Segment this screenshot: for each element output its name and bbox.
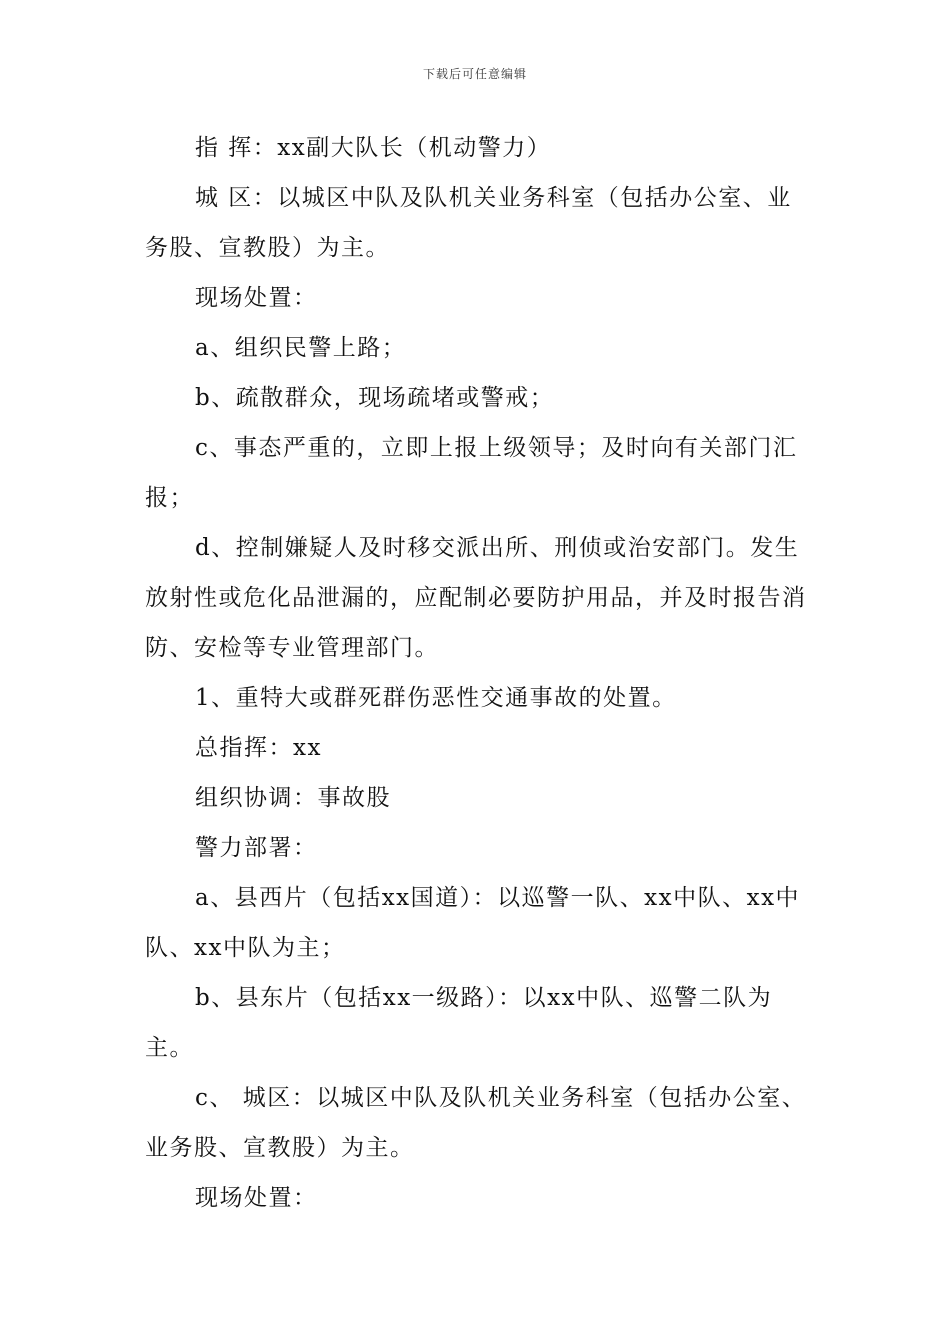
paragraph-item-d: d、控制嫌疑人及时移交派出所、刑侦或治安部门。发生放射性或危化品泄漏的，应配制必要防护用品，并及时报告消防、安检等专业管理部门。 — [145, 535, 807, 661]
paragraph-deployment-b: b、县东片（包括xx一级路）：以xx中队、巡警二队为主。 — [145, 985, 773, 1061]
paragraph-deployment-heading: 警力部署： — [195, 835, 318, 861]
paragraph-onsite-handling-heading: 现场处置： — [195, 285, 318, 311]
paragraph-onsite-handling-heading-2: 现场处置： — [195, 1185, 318, 1211]
paragraph-item-a: a、组织民警上路； — [195, 335, 407, 361]
paragraph-item-b: b、疏散群众，现场疏堵或警戒； — [195, 385, 555, 411]
paragraph-item-c: c、事态严重的，立即上报上级领导；及时向有关部门汇报； — [145, 435, 798, 511]
page-header-watermark: 下载后可任意编辑 — [422, 67, 527, 81]
paragraph-section-1: 1、重特大或群死群伤恶性交通事故的处置。 — [195, 685, 677, 711]
document-body — [145, 123, 815, 1223]
paragraph-coordination: 组织协调：事故股 — [195, 785, 391, 811]
paragraph-deployment-a: a、县西片（包括xx国道）：以巡警一队、xx中队、xx中队、xx中队为主； — [145, 885, 801, 961]
paragraph-commander: 指 挥：xx副大队长（机动警力） — [195, 135, 552, 161]
paragraph-deployment-c: c、 城区：以城区中队及队机关业务科室（包括办公室、业务股、宣教股）为主。 — [145, 1085, 807, 1161]
paragraph-city-district: 城 区：以城区中队及队机关业务科室（包括办公室、业务股、宣教股）为主。 — [145, 185, 792, 261]
paragraph-chief-commander: 总指挥：xx — [195, 735, 322, 761]
